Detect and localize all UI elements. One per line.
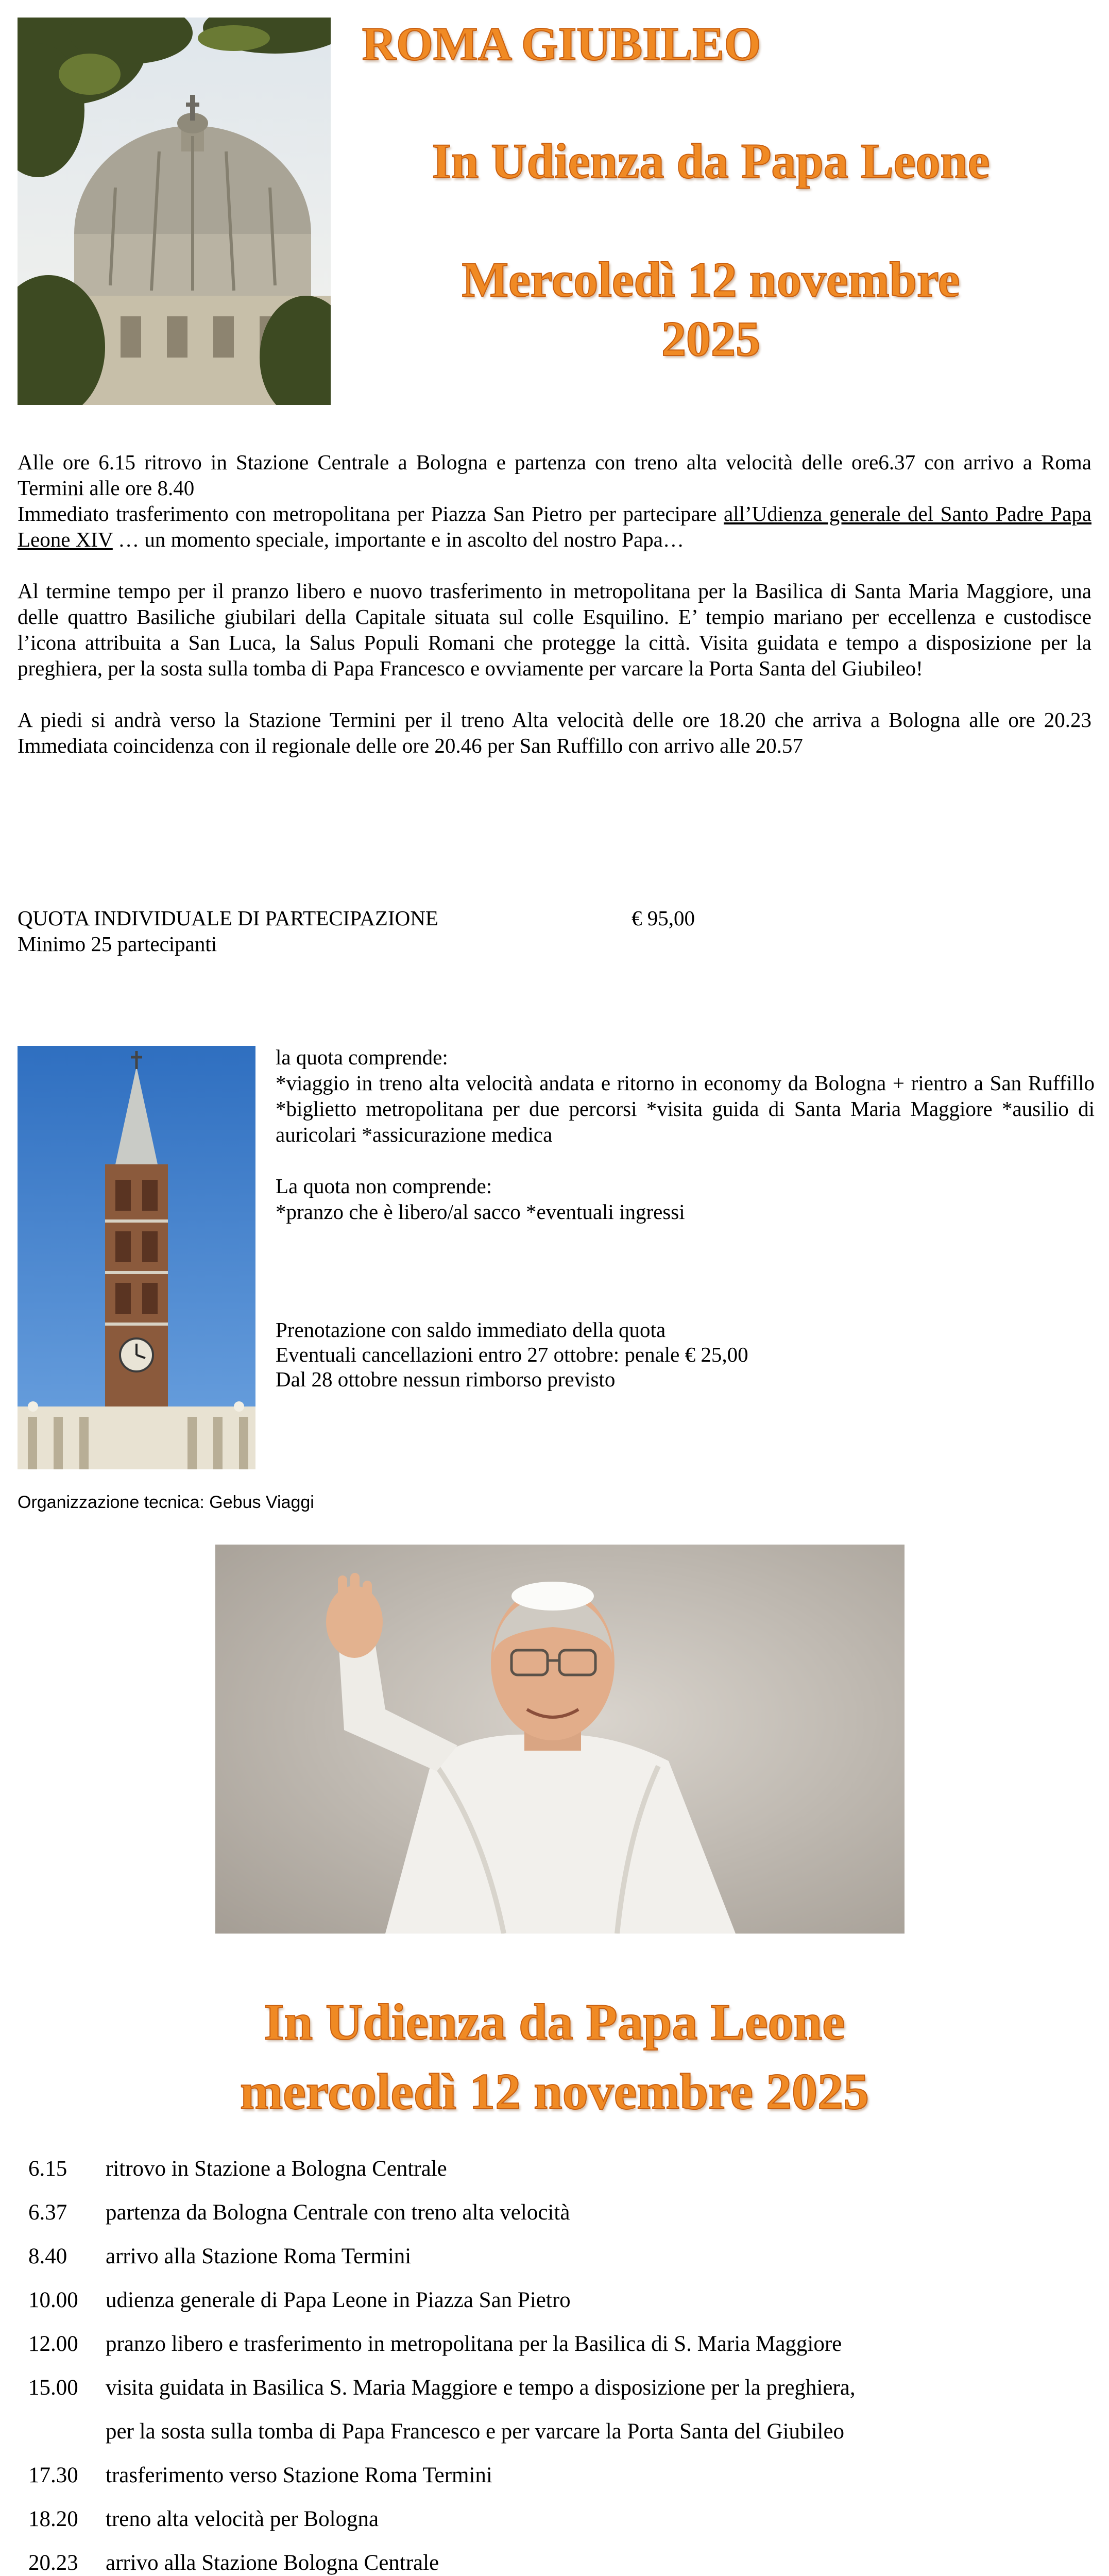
bell-tower-photo bbox=[18, 1046, 255, 1469]
audience-link-text: all’Udienza generale del Santo Padre Papa Leone XIV bbox=[18, 502, 1091, 551]
quota-label: QUOTA INDIVIDUALE DI PARTECIPAZIONE bbox=[18, 906, 438, 930]
schedule-item: 20.23 arrivo alla Stazione Bologna Centrale bbox=[28, 2551, 439, 2575]
schedule-item: 12.00 pranzo libero e trasferimento in metropolitana per la Basilica di S. Maria Maggiore bbox=[28, 2332, 842, 2356]
booking-info bbox=[276, 1317, 1095, 1392]
schedule-item: 15.00 visita guidata in Basilica S. Maria Maggiore e tempo a disposizione per la preghiera, bbox=[28, 2376, 856, 2400]
event-date-line1: Mercoledì 12 novembre bbox=[462, 252, 960, 307]
schedule-item: 6.37 partenza da Bologna Centrale con treno alta velocità bbox=[28, 2200, 570, 2225]
st-peters-dome-photo bbox=[18, 18, 331, 405]
pope-leone-photo bbox=[215, 1545, 905, 1934]
event-date-line2: 2025 bbox=[661, 311, 760, 366]
schedule-item: 6.15 ritrovo in Stazione a Bologna Centrale bbox=[28, 2157, 447, 2181]
not-included-text: *pranzo che è libero/al sacco *eventuali ingressi bbox=[276, 1200, 685, 1224]
booking-line-2: Eventuali cancellazioni entro 27 ottobre: penale € 25,00 bbox=[276, 1343, 748, 1366]
intro-paragraph-3: A piedi si andrà verso la Stazione Termini per il treno Alta velocità delle ore 18.20 che arriva a Bologna alle ore 20.23 Immediata coincidenza con il regionale delle ore 20.46 per San Ruffillo con arrivo alle 20.57 bbox=[18, 708, 1091, 757]
includes-section bbox=[276, 1044, 1095, 1225]
intro-paragraph-2: Al termine tempo per il pranzo libero e nuovo trasferimento in metropolitana per la Basilica di Santa Maria Maggiore, una delle quattro Basiliche giubilari della Capitale situata sul colle Esquilino. E’ tempio mariano per eccellenza e custodisce l’icona attribuita a San Luca, la Salus Populi Romani che protegge la città. Visita guidata e tempo a disposizione per la preghiera, per la sosta sulla tomba di Papa Francesco e ovviamente per varcare la Porta Santa del Giubileo! bbox=[18, 579, 1091, 680]
schedule-item-continuation: per la sosta sulla tomba di Papa Francesco e per varcare la Porta Santa del Giubileo bbox=[106, 2419, 845, 2444]
quota-price: € 95,00 bbox=[632, 906, 695, 930]
page-title: ROMA GIUBILEO bbox=[362, 18, 761, 70]
includes-text: *viaggio in treno alta velocità andata e ritorno in economy da Bologna + rientro a San Ruffillo *biglietto metropolitana per due percorsi *visita guida di Santa Maria Maggiore *ausilio di auricolari *assicurazione medica bbox=[276, 1071, 1095, 1146]
schedule-item: 17.30 trasferimento verso Stazione Roma Termini bbox=[28, 2463, 492, 2487]
quota-minimum: Minimo 25 partecipanti bbox=[18, 932, 217, 956]
not-included-title: La quota non comprende: bbox=[276, 1174, 492, 1198]
program-date: mercoledì 12 novembre 2025 bbox=[240, 2063, 869, 2120]
intro-text bbox=[18, 449, 1091, 784]
program-title: In Udienza da Papa Leone bbox=[264, 1993, 845, 2050]
schedule-item: 18.20 treno alta velocità per Bologna bbox=[28, 2507, 379, 2531]
intro-paragraph-1: Alle ore 6.15 ritrovo in Stazione Centrale a Bologna e partenza con treno alta velocità delle ore6.37 con arrivo a Roma Termini alle ore 8.40 Immediato trasferimento con metropolitana per Piazza San Pietro per partecipare all’Udienza generale del Santo Padre Papa Leone XIV … un momento speciale, importante e in ascolto del nostro Papa… bbox=[18, 450, 1091, 551]
includes-title: la quota comprende: bbox=[276, 1045, 448, 1069]
schedule-item: 10.00 udienza generale di Papa Leone in Piazza San Pietro bbox=[28, 2288, 571, 2312]
booking-line-3: Dal 28 ottobre nessun rimborso previsto bbox=[276, 1367, 616, 1391]
booking-line-1: Prenotazione con saldo immediato della quota bbox=[276, 1318, 666, 1342]
event-subtitle: In Udienza da Papa Leone bbox=[432, 133, 990, 189]
schedule-item: 8.40 arrivo alla Stazione Roma Termini bbox=[28, 2244, 412, 2268]
technical-organization-note: Organizzazione tecnica: Gebus Viaggi bbox=[18, 1493, 314, 1512]
